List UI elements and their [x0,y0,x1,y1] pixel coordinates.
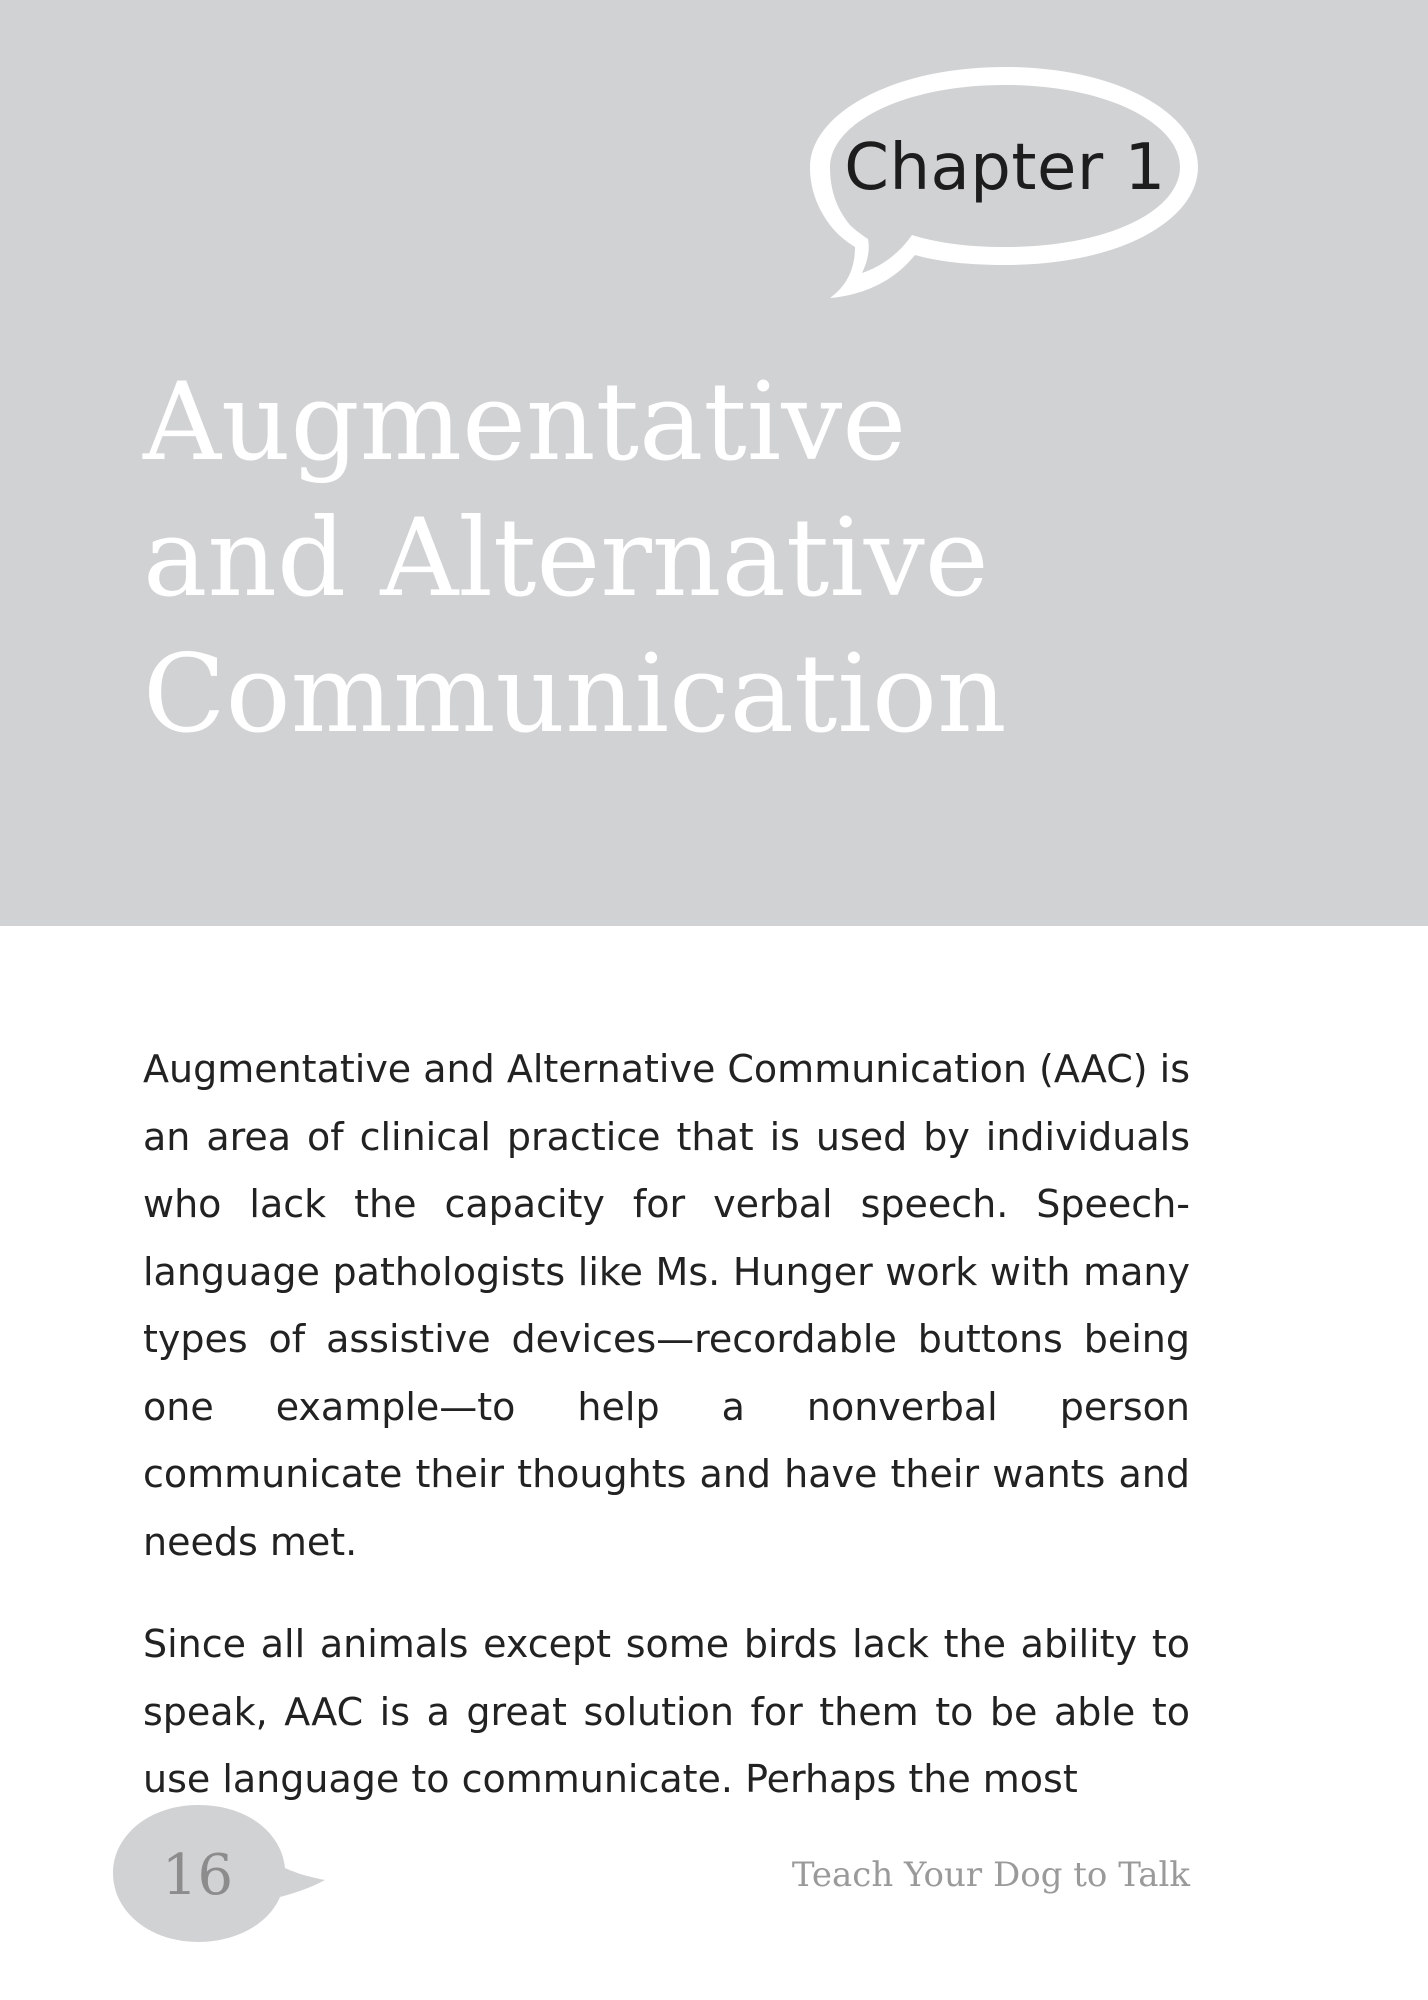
page-number: 16 [161,1842,234,1908]
chapter-title [143,355,1343,763]
body-text [143,1036,1190,1849]
chapter-title-line: and Alternative [143,496,989,621]
chapter-header-band [0,0,1428,926]
chapter-title-line: Communication [143,632,1007,757]
body-paragraph: Augmentative and Alternative Communication (AAC) is an area of clinical practice that is used by individuals who lack the capacity for verbal speech. Speech-language pathologists like Ms. Hunger work with many types of assistive devices—recordable buttons being one example—to help a nonverbal person communicate their thoughts and have their wants and needs met. [143,1047,1190,1564]
chapter-title-line: Augmentative [143,360,907,485]
body-paragraph: Since all animals except some birds lack the ability to speak, AAC is a great solution for them to be able to use language to communicate. Perhaps the most [143,1622,1190,1801]
running-title: Teach Your Dog to Talk [791,1855,1190,1895]
chapter-label: Chapter 1 [844,131,1166,205]
